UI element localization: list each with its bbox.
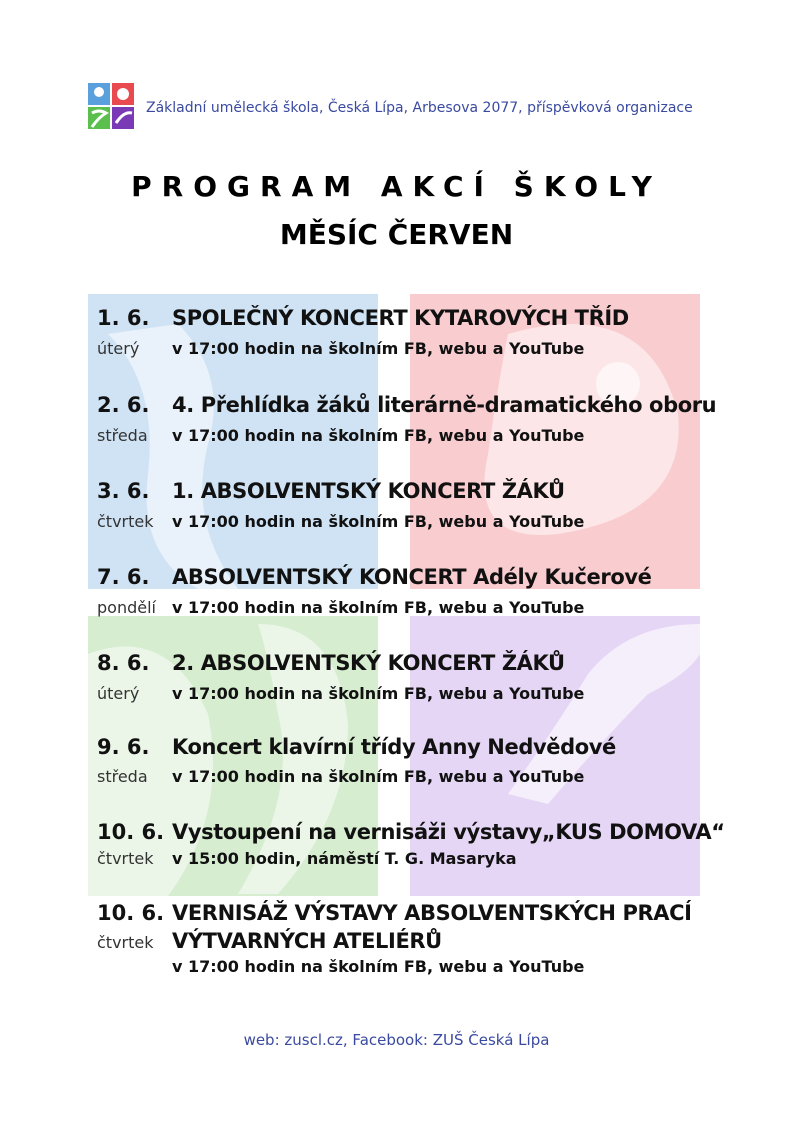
event-title: 2. ABSOLVENTSKÝ KONCERT ŽÁKŮ (172, 651, 565, 675)
footer-contact: web: zuscl.cz, Facebook: ZUŠ Česká Lípa (243, 1031, 550, 1049)
event-date: 9. 6. (97, 735, 150, 759)
event-detail: v 17:00 hodin na školním FB, webu a YouTube (172, 767, 585, 786)
page-subtitle: MĚSÍC ČERVEN (279, 218, 514, 251)
event-date: 1. 6. (97, 306, 150, 330)
school-logo (88, 83, 134, 129)
event-date: 3. 6. (97, 479, 150, 503)
event-detail: v 15:00 hodin, náměstí T. G. Masaryka (172, 849, 517, 868)
event-title: Koncert klavírní třídy Anny Nedvědové (172, 735, 616, 759)
event-date: 8. 6. (97, 651, 150, 675)
event-detail: v 17:00 hodin na školním FB, webu a YouTube (172, 957, 585, 976)
event-day: pondělí (97, 598, 156, 617)
event-title: Vystoupení na vernisáži výstavy„KUS DOMOVA“ (172, 820, 725, 844)
event-title: VERNISÁŽ VÝSTAVY ABSOLVENTSKÝCH PRACÍ (172, 901, 692, 925)
school-name: Základní umělecká škola, Česká Lípa, Arbesova 2077, příspěvková organizace (146, 100, 693, 116)
event-day: úterý (97, 339, 140, 358)
event-detail: v 17:00 hodin na školním FB, webu a YouTube (172, 684, 585, 703)
event-title-line2: VÝTVARNÝCH ATELIÉRŮ (172, 929, 442, 953)
event-day: čtvrtek (97, 933, 154, 952)
event-title: SPOLEČNÝ KONCERT KYTAROVÝCH TŘÍD (172, 306, 629, 330)
event-date: 7. 6. (97, 565, 150, 589)
background-art (88, 294, 700, 896)
event-detail: v 17:00 hodin na školním FB, webu a YouTube (172, 426, 585, 445)
event-title: 1. ABSOLVENTSKÝ KONCERT ŽÁKŮ (172, 479, 565, 503)
event-title: ABSOLVENTSKÝ KONCERT Adély Kučerové (172, 565, 652, 589)
event-detail: v 17:00 hodin na školním FB, webu a YouTube (172, 598, 585, 617)
event-title: 4. Přehlídka žáků literárně-dramatického oboru (172, 393, 717, 417)
event-day: úterý (97, 684, 140, 703)
event-date: 10. 6. (97, 820, 165, 844)
event-day: čtvrtek (97, 512, 154, 531)
event-day: středa (97, 426, 148, 445)
event-date: 2. 6. (97, 393, 150, 417)
page-title: PROGRAM AKCÍ ŠKOLY (131, 170, 662, 203)
event-detail: v 17:00 hodin na školním FB, webu a YouTube (172, 339, 585, 358)
event-detail: v 17:00 hodin na školním FB, webu a YouTube (172, 512, 585, 531)
event-day: středa (97, 767, 148, 786)
event-date: 10. 6. (97, 901, 165, 925)
event-day: čtvrtek (97, 849, 154, 868)
